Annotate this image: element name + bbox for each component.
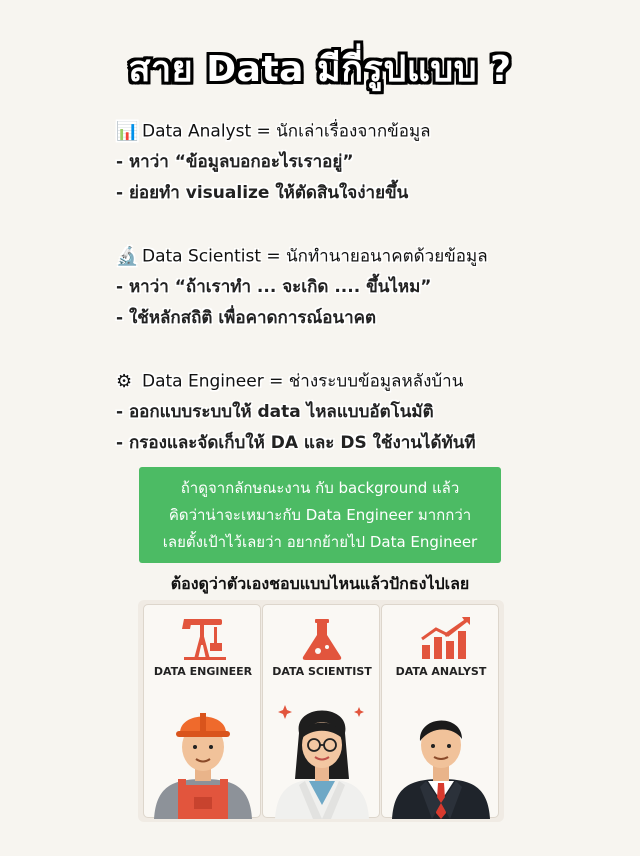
callout-box	[139, 467, 501, 563]
bullet-point: - ใช้หลักสถิติ เพื่อคาดการณ์อนาคต	[116, 308, 377, 328]
microscope-icon: 🔬	[116, 246, 139, 267]
section-heading	[116, 366, 626, 397]
callout-line: ถ้าดูจากลักษณะงาน กับ background แล้ว	[180, 478, 460, 497]
roles-subtitle: ต้องดูว่าตัวเองชอบแบบไหนแล้วปักธงไปเลย	[170, 574, 470, 593]
engineer-illustration	[144, 683, 262, 819]
oil-pump-icon	[144, 615, 262, 661]
heading-text: Data Engineer = ช่างระบบข้อมูลหลังบ้าน	[142, 371, 464, 392]
role-card-data-scientist	[262, 604, 380, 818]
analyst-illustration	[382, 683, 500, 819]
role-label: DATA ENGINEER	[153, 665, 253, 678]
section-heading	[116, 116, 626, 147]
gear-icon: ⚙	[116, 371, 133, 392]
heading-text: Data Analyst = นักเล่าเรื่องจากข้อมูล	[142, 121, 431, 142]
role-card-data-engineer	[143, 604, 261, 818]
page-title: สาย Data มีกี่รูปแบบ ?	[128, 49, 512, 90]
growth-chart-icon	[382, 615, 500, 661]
role-label: DATA ANALYST	[395, 665, 487, 678]
bullet-point: - กรองและจัดเก็บให้ DA และ DS ใช้งานได้ทันที	[116, 433, 476, 453]
section-heading	[116, 241, 626, 272]
callout-line: เลยตั้งเป้าไว้เลยว่า อยากย้ายไป Data Engineer	[162, 532, 478, 551]
role-card-data-analyst	[381, 604, 499, 818]
section-data-engineer	[116, 366, 626, 459]
flask-icon	[263, 615, 381, 661]
section-data-scientist	[116, 241, 626, 334]
section-data-analyst	[116, 116, 626, 209]
heading-text: Data Scientist = นักทำนายอนาคตด้วยข้อมูล	[142, 246, 488, 267]
callout-line: คิดว่าน่าจะเหมาะกับ Data Engineer มากกว่า	[168, 505, 472, 524]
bullet-point: - ออกแบบระบบให้ data ไหลแบบอัตโนมัติ	[116, 402, 434, 422]
bullet-point: - ย่อยทำ visualize ให้ตัดสินใจง่ายขึ้น	[116, 183, 409, 203]
scientist-illustration	[263, 683, 381, 819]
bullet-point: - หาว่า “ข้อมูลบอกอะไรเราอยู่”	[116, 152, 354, 172]
bullet-point: - หาว่า “ถ้าเราทำ ... จะเกิด .... ขึ้นไหม”	[116, 277, 432, 297]
role-label: DATA SCIENTIST	[272, 665, 372, 678]
bar-chart-icon: 📊	[116, 121, 139, 142]
